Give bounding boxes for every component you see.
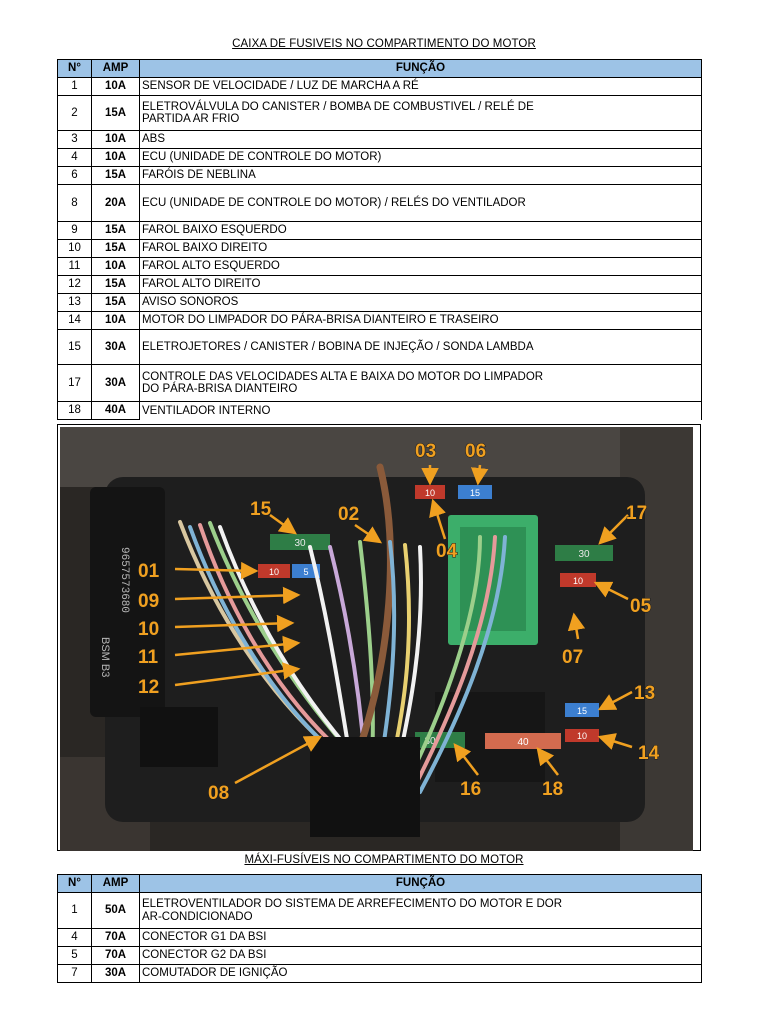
fuse-amp: 10A	[92, 149, 140, 167]
fuse-amp: 30A	[92, 965, 140, 983]
page-title: CAIXA DE FUSIVEIS NO COMPARTIMENTO DO MOTOR	[232, 38, 536, 50]
table-row	[58, 96, 702, 131]
fuse-function-line: CONTROLE DAS VELOCIDADES ALTA E BAIXA DO MOTOR DO LIMPADOR	[142, 370, 544, 383]
fuse-06-label: 15	[469, 488, 481, 498]
fuse-number: 14	[58, 312, 92, 330]
fuse-amp: 70A	[92, 929, 140, 947]
fuse-function: FAROL BAIXO ESQUERDO	[140, 222, 702, 240]
callout-18: 18	[542, 779, 564, 800]
fuse-number: 5	[58, 947, 92, 965]
table-row	[58, 78, 702, 96]
fuse-number: 10	[58, 240, 92, 258]
table-row	[58, 258, 702, 276]
fuse-01	[258, 564, 290, 578]
table-row	[58, 222, 702, 240]
fuse-05	[560, 573, 596, 587]
fuse-function: FAROL BAIXO DIREITO	[140, 240, 702, 258]
table-row	[58, 149, 702, 167]
header-n: N°	[58, 875, 92, 893]
fuse-table	[57, 59, 702, 420]
table-row	[58, 965, 702, 983]
fuse-number: 1	[58, 893, 92, 929]
fuse-number: 18	[58, 402, 92, 420]
fuse-number: 9	[58, 222, 92, 240]
fuse-amp: 15A	[92, 276, 140, 294]
fuse-function: AVISO SONOROS	[140, 294, 702, 312]
fuse-13	[565, 703, 599, 717]
header-n: N°	[58, 60, 92, 78]
fuse-function: MOTOR DO LIMPADOR DO PÁRA-BRISA DIANTEIRO E TRASEIRO	[140, 312, 702, 330]
fuse-function: ABS	[140, 131, 702, 149]
callout-07: 07	[562, 647, 584, 668]
callout-12: 12	[138, 677, 160, 698]
header-amp: AMP	[92, 875, 140, 893]
fuse-function-line: ELETROVÁLVULA DO CANISTER / BOMBA DE COMBUSTIVEL / RELÉ DE	[142, 100, 534, 113]
fuse-function: FAROL ALTO ESQUERDO	[140, 258, 702, 276]
module-model: BSM B3	[99, 637, 111, 678]
fuse-number: 17	[58, 365, 92, 402]
fuse-box-photo	[60, 427, 693, 851]
table-row	[58, 240, 702, 258]
fuse-amp: 10A	[92, 131, 140, 149]
fuse-amp: 30A	[92, 330, 140, 365]
fuse-amp: 50A	[92, 893, 140, 929]
fuse-function: CONECTOR G2 DA BSI	[140, 947, 702, 965]
fuse-14	[565, 729, 599, 742]
fuse-amp: 15A	[92, 96, 140, 131]
fuse-amp: 15A	[92, 240, 140, 258]
table-row	[58, 893, 702, 929]
fuse-number: 8	[58, 185, 92, 222]
fuse-function: FAROL ALTO DIREITO	[140, 276, 702, 294]
fuse-amp: 15A	[92, 294, 140, 312]
fuse-18	[485, 733, 561, 749]
fuse-function: COMUTADOR DE IGNIÇÃO	[140, 965, 702, 983]
fuse-01-label: 10	[268, 567, 280, 577]
fuse-number: 11	[58, 258, 92, 276]
callout-11: 11	[138, 647, 159, 668]
fuse-number: 12	[58, 276, 92, 294]
callout-14: 14	[638, 743, 660, 764]
callout-16: 16	[460, 779, 482, 800]
callout-13: 13	[634, 683, 656, 704]
callout-06: 06	[465, 441, 487, 462]
table-row	[58, 947, 702, 965]
fuse-number: 15	[58, 330, 92, 365]
table-row	[58, 131, 702, 149]
table-header-row	[58, 60, 702, 78]
section-title: MÁXI-FUSÍVEIS NO COMPARTIMENTO DO MOTOR	[244, 854, 524, 866]
fuse-function	[140, 96, 702, 131]
fuse-number: 3	[58, 131, 92, 149]
header-function: FUNÇÃO	[140, 875, 702, 893]
fuse-09-label: 5	[303, 567, 309, 577]
fuse-number: 13	[58, 294, 92, 312]
table-row	[58, 330, 702, 365]
fuse-function: ELETROJETORES / CANISTER / BOBINA DE INJEÇÃO / SONDA LAMBDA	[140, 330, 702, 365]
fuse-14-label: 10	[576, 731, 588, 741]
fuse-number: 6	[58, 167, 92, 185]
fuse-17-label: 30	[578, 549, 590, 560]
header-function: FUNÇÃO	[140, 60, 702, 78]
callout-08: 08	[208, 783, 230, 804]
bottom-left-connector	[140, 707, 218, 767]
fuse-15	[270, 534, 330, 550]
fuse-function: CONECTOR G1 DA BSI	[140, 929, 702, 947]
fuse-function: FARÓIS DE NEBLINA	[140, 167, 702, 185]
callout-15: 15	[250, 499, 272, 520]
fuse-16-label: 30	[424, 736, 436, 747]
table-row	[58, 185, 702, 222]
fuse-15-label: 30	[294, 538, 306, 549]
fuse-function-line: ELETROVENTILADOR DO SISTEMA DE ARREFECIMENTO DO MOTOR E DOR	[142, 898, 563, 910]
fuse-function: SENSOR DE VELOCIDADE / LUZ DE MARCHA A RÉ	[140, 78, 702, 96]
table-row	[58, 312, 702, 330]
fuse-03-label: 10	[424, 488, 436, 498]
fuse-18-label: 40	[517, 737, 529, 748]
fuse-function: VENTILADOR INTERNO	[140, 402, 702, 420]
fuse-number: 1	[58, 78, 92, 96]
callout-01: 01	[138, 561, 160, 582]
table-header-row	[58, 875, 702, 893]
fuse-function-line: AR-CONDICIONADO	[142, 910, 253, 923]
harness-tape	[310, 737, 420, 837]
module-code: 9657573680	[118, 547, 130, 614]
table-row	[58, 402, 702, 420]
fuse-amp: 30A	[92, 365, 140, 402]
fuse-17	[555, 545, 613, 561]
fuse-function: ECU (UNIDADE DE CONTROLE DO MOTOR)	[140, 149, 702, 167]
callout-09: 09	[138, 591, 160, 612]
fuse-number: 2	[58, 96, 92, 131]
fuse-function	[140, 893, 702, 929]
fuse-number: 4	[58, 929, 92, 947]
callout-17: 17	[626, 503, 648, 524]
callout-10: 10	[138, 619, 160, 640]
callout-04: 04	[436, 541, 458, 562]
callout-03: 03	[415, 441, 437, 462]
table-row	[58, 276, 702, 294]
fuse-function-line: DO PÁRA-BRISA DIANTEIRO	[142, 383, 298, 395]
fuse-amp: 70A	[92, 947, 140, 965]
maxi-fuse-table	[57, 874, 702, 983]
fuse-amp: 15A	[92, 167, 140, 185]
callout-05: 05	[630, 596, 652, 617]
fuse-amp: 10A	[92, 78, 140, 96]
fuse-function: ECU (UNIDADE DE CONTROLE DO MOTOR) / RELÉS DO VENTILADOR	[140, 185, 702, 222]
fuse-amp: 10A	[92, 258, 140, 276]
fuse-amp: 15A	[92, 222, 140, 240]
fuse-amp: 10A	[92, 312, 140, 330]
fuse-amp: 40A	[92, 402, 140, 420]
fuse-number: 4	[58, 149, 92, 167]
table-row	[58, 365, 702, 402]
fuse-function-line: PARTIDA AR FRIO	[142, 113, 240, 125]
fuse-06	[458, 485, 492, 499]
table-row	[58, 294, 702, 312]
table-row	[58, 929, 702, 947]
fuse-amp: 20A	[92, 185, 140, 222]
fuse-number: 7	[58, 965, 92, 983]
header-amp: AMP	[92, 60, 140, 78]
fuse-03	[415, 485, 445, 499]
table-row	[58, 167, 702, 185]
fuse-05-label: 10	[572, 576, 584, 586]
fuse-13-label: 15	[576, 706, 588, 716]
fuse-function	[140, 365, 702, 402]
callout-02: 02	[338, 504, 360, 525]
